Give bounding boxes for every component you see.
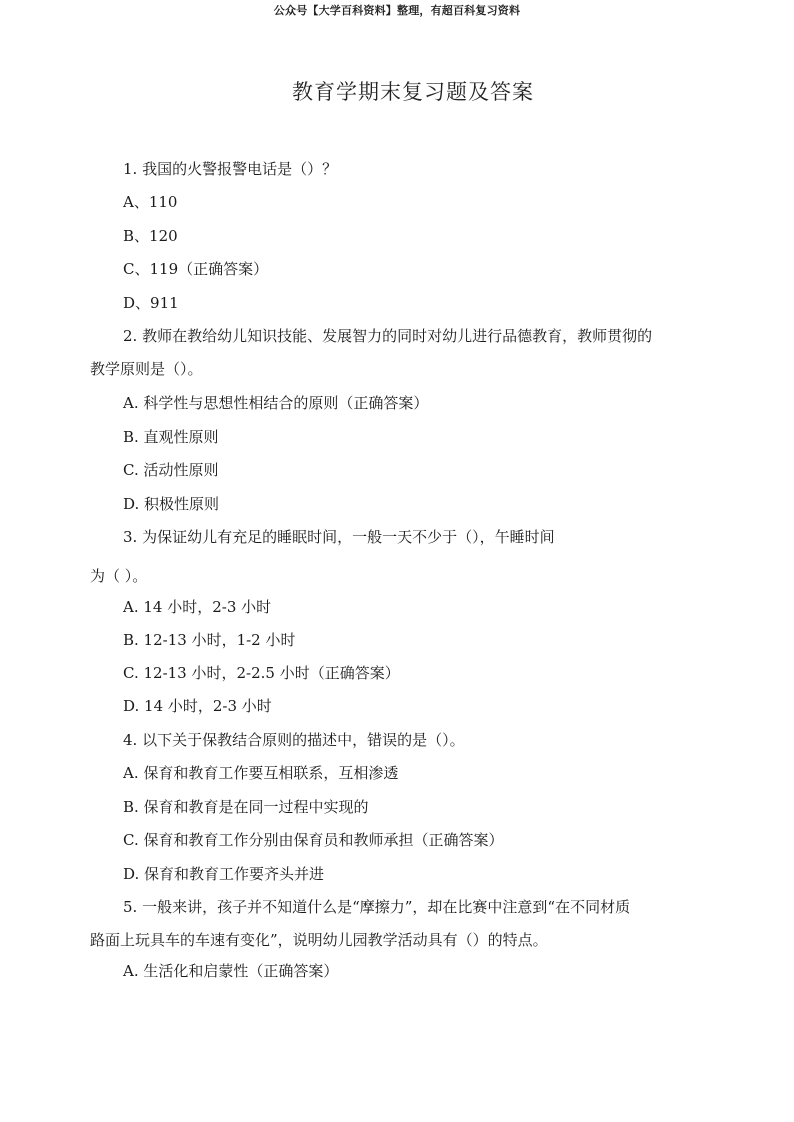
option-c-correct: C. 12-13 小时，2-2.5 小时（正确答案） [123, 664, 400, 682]
question-stem: 1. 我国的火警报警电话是（）？ [123, 160, 338, 178]
option-b: B、120 [123, 227, 178, 245]
option-d: D. 保育和教育工作要齐头并进 [123, 865, 325, 883]
question-stem: 2. 教师在教给幼儿知识技能、发展智力的同时对幼儿进行品德教育，教师贯彻的 [123, 327, 653, 345]
option-d: D. 积极性原则 [123, 495, 220, 513]
option-a: A、110 [123, 193, 178, 211]
option-a: A. 保育和教育工作要互相联系，互相渗透 [123, 764, 399, 782]
option-c-correct: C. 保育和教育工作分别由保育员和教师承担（正确答案） [123, 831, 504, 849]
option-a: A. 14 小时，2-3 小时 [123, 598, 272, 616]
option-b: B. 保育和教育是在同一过程中实现的 [123, 798, 369, 816]
question-stem: 5. 一般来讲，孩子并不知道什么是“摩擦力”，却在比赛中注意到“在不同材质 [123, 898, 631, 916]
option-c-correct: C、119（正确答案） [123, 260, 269, 278]
option-b: B. 12-13 小时，1-2 小时 [123, 631, 296, 649]
option-b: B. 直观性原则 [123, 428, 219, 446]
option-a-correct: A. 生活化和启蒙性（正确答案） [123, 962, 339, 980]
question-stem-continued: 路面上玩具车的车速有变化”，说明幼儿园教学活动具有（）的特点。 [90, 931, 548, 949]
page-title: 教育学期末复习题及答案 [292, 80, 534, 104]
question-stem: 4. 以下关于保教结合原则的描述中，错误的是（）。 [123, 731, 465, 749]
option-d: D. 14 小时，2-3 小时 [123, 697, 272, 715]
option-c: C. 活动性原则 [123, 461, 219, 479]
question-stem: 3. 为保证幼儿有充足的睡眠时间，一般一天不少于（），午睡时间 [123, 528, 555, 546]
question-stem-continued: 为（ ）。 [90, 567, 148, 585]
question-stem-continued: 教学原则是（）。 [90, 360, 203, 378]
option-a-correct: A. 科学性与思想性相结合的原则（正确答案） [123, 394, 429, 412]
option-d: D、911 [123, 294, 179, 312]
header-note: 公众号【大学百科资料】整理，有超百科复习资料 [273, 4, 521, 17]
